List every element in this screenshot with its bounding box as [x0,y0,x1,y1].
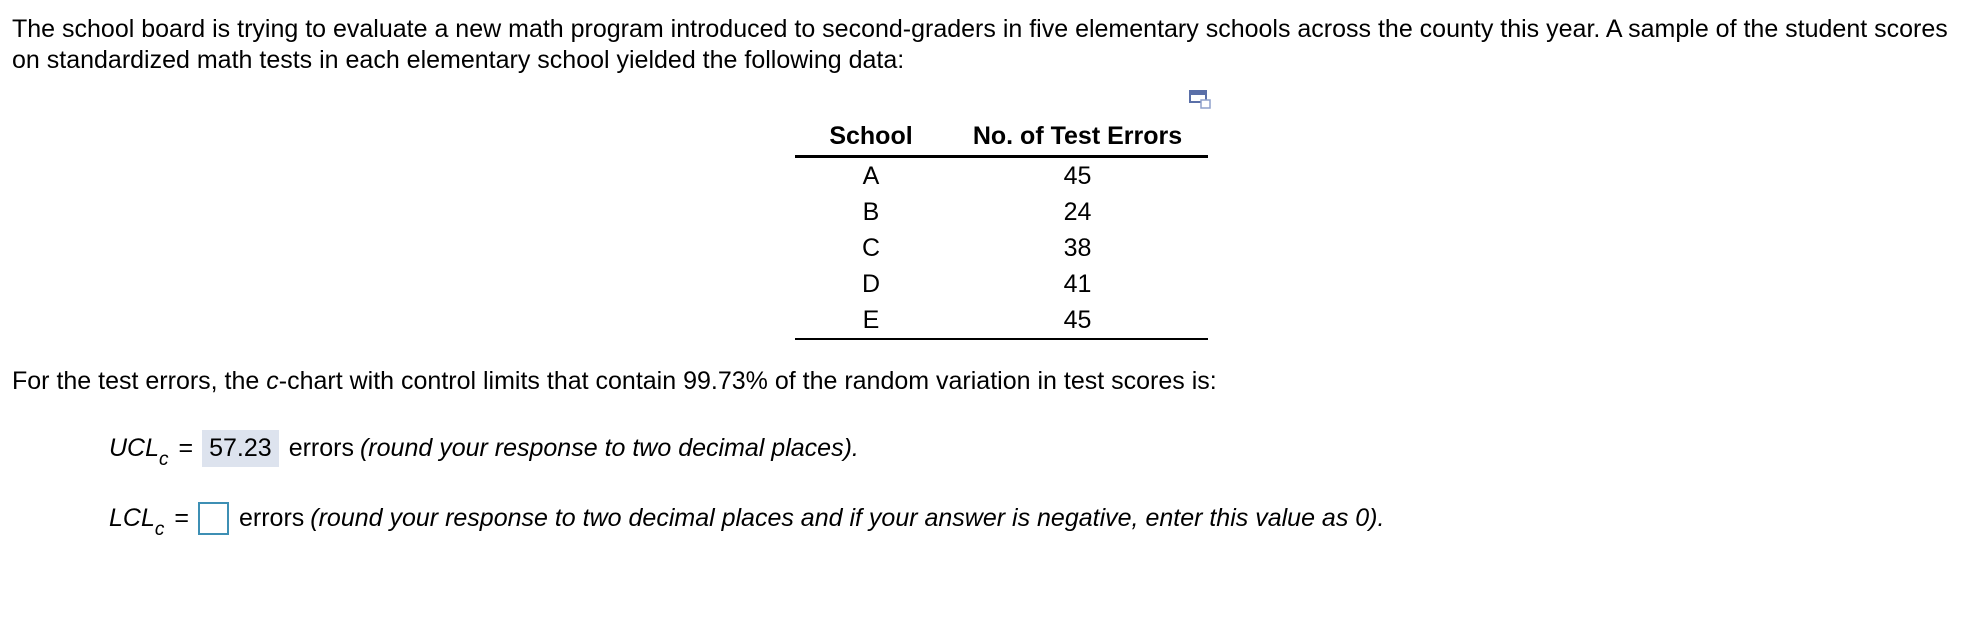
data-table [795,117,1208,340]
lcl-subscript: c [154,519,165,540]
table-row [795,266,1208,302]
ucl-row [109,430,859,470]
table-row [795,157,1208,195]
lcl-row [109,502,1385,540]
ucl-unit: errors [288,434,354,462]
column-header-errors: No. of Test Errors [947,117,1208,157]
ucl-equals: = [178,434,194,462]
table-cell-errors: 45 [1063,161,1092,190]
table-cell-school: A [862,161,880,190]
ucl-symbol: UCL [109,434,160,462]
table-cell-errors: 24 [1063,197,1092,226]
question-text-start: For the test errors, the [12,367,267,395]
lcl-equals: = [174,504,189,532]
ucl-label [109,433,169,470]
table-row [795,194,1208,230]
lcl-unit: errors [238,504,305,532]
ucl-answer[interactable]: 57.23 [202,430,279,467]
ucl-note: (round your response to two decimal places). [359,434,859,462]
table-cell-school: D [861,269,881,298]
table-cell-errors: 45 [947,302,1208,339]
question-text [12,366,1217,397]
question-text-italic: c [266,367,279,395]
table-cell-school: C [861,233,881,262]
lcl-note: (round your response to two decimal places and if your answer is negative, enter this value as 0). [310,504,1385,532]
ucl-subscript: c [159,449,169,470]
table-cell-errors: 38 [1063,233,1092,262]
table-cell-school: B [862,197,880,226]
lcl-symbol: LCL [109,504,155,532]
column-header-school: School [795,117,947,157]
lcl-label [109,503,165,540]
table-cell-errors: 41 [1063,269,1092,298]
problem-intro: The school board is trying to evaluate a new math program introduced to second-graders in five elementary schools across the county this year. A sample of the student scores on standardized math tests in each elementary school yielded the following data: [12,15,1948,74]
table-row [795,230,1208,266]
copy-table-icon[interactable] [1189,90,1212,110]
table-row [795,302,1208,339]
table-header-row [795,117,1208,157]
lcl-answer-input[interactable] [198,502,229,535]
question-text-end: -chart with control limits that contain 99.73% of the random variation in test scores is: [278,367,1217,395]
table-cell-school: E [795,302,947,339]
